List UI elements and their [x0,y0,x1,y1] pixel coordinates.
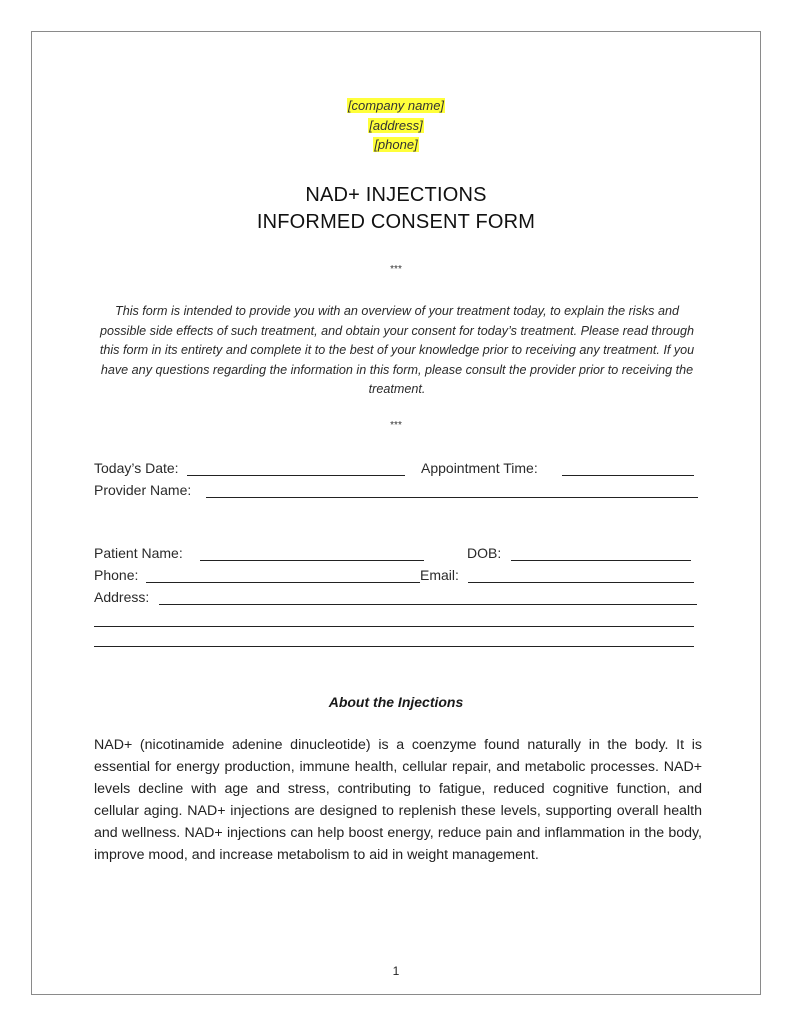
intro-paragraph: This form is intended to provide you with an overview of your treatment today, to explain the risks and possible side effects of such treatment, and obtain your consent for today’s treatment. Please read through this form in its entirety and complete it to the best of your knowledge prior to receiving any treatment. If you have any questions regarding the information in this form, please consult the provider prior to receiving the treatment. [99,304,695,397]
address-placeholder[interactable]: [address] [369,117,423,133]
form-title-line1: NAD+ INJECTIONS [305,184,487,206]
date-time-row [94,460,698,480]
address-field[interactable] [159,604,697,605]
appointment-time-field[interactable] [562,475,694,476]
section-title: About the Injections [328,694,464,710]
phone-email-row [94,567,698,587]
phone-placeholder[interactable]: [phone] [374,137,418,152]
dob-label: DOB: [467,545,502,561]
provider-name-label: Provider Name: [94,482,192,498]
provider-name-field[interactable] [206,497,698,498]
separator-top: *** [390,264,402,275]
provider-row [94,482,698,502]
document-page [31,31,761,995]
company-header [32,96,760,155]
section-body: NAD+ (nicotinamide adenine dinucleotide) is a coenzyme found naturally in the body. It is essential for energy production, immune health, cellular repair, and metabolic processes. NAD+ levels decline with age and stress, contributing to fatigue, reduced cognitive function, and cellular aging. NAD+ injections are designed to replenish these levels, supporting overall health and wellness. NAD+ injections can help boost energy, reduce pain and inflammation in the body, improve mood, and increase metabolism to aid in weight management. [94,737,702,863]
email-label: Email: [420,567,459,583]
patient-dob-row [94,545,698,565]
phone-label: Phone: [94,567,139,583]
appointment-time-label: Appointment Time: [421,460,538,476]
todays-date-field[interactable] [187,475,405,476]
form-title [32,182,760,236]
patient-name-label: Patient Name: [94,545,183,561]
phone-field[interactable] [146,582,420,583]
form-title-line2: INFORMED CONSENT FORM [256,211,536,233]
dob-field[interactable] [511,560,691,561]
separator-bottom: *** [390,420,402,431]
address-row [94,589,698,609]
company-name-placeholder[interactable]: [company name] [347,98,445,113]
patient-name-field[interactable] [200,560,424,561]
address-line-2[interactable] [94,626,694,627]
address-label: Address: [94,589,150,605]
page-number: 1 [392,964,400,978]
email-field[interactable] [468,582,694,583]
address-line-3[interactable] [94,646,694,647]
todays-date-label: Today’s Date: [94,460,179,476]
